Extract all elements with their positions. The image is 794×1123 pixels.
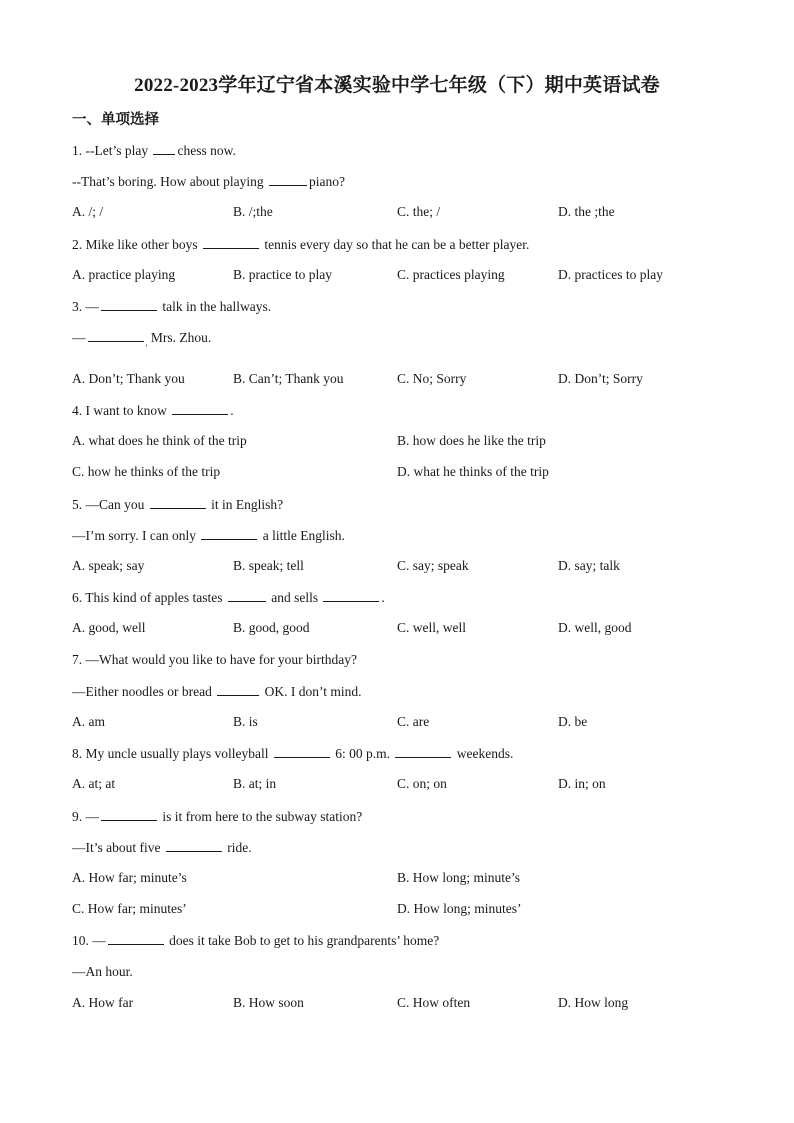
- question-text: talk in the hallways.: [159, 299, 272, 314]
- question-text: piano?: [308, 174, 345, 189]
- question-text: 4. I want to know: [72, 403, 171, 418]
- question-text: —It’s about five: [72, 840, 164, 855]
- question-7-line-2: [72, 683, 361, 700]
- option-c: C. are: [397, 714, 430, 729]
- question-9-line-2: [72, 839, 252, 856]
- option-a: A. How far; minute’s: [72, 870, 187, 885]
- question-text: is it from here to the subway station?: [159, 809, 363, 824]
- option-c: C. practices playing: [397, 267, 505, 282]
- answer-blank: [395, 745, 451, 758]
- question-text: --That’s boring. How about playing: [72, 174, 267, 189]
- question-text: 8. My uncle usually plays volleyball: [72, 746, 272, 761]
- question-text: OK. I don’t mind.: [261, 684, 362, 699]
- answer-blank: [323, 589, 379, 602]
- question-text: 9. —: [72, 809, 99, 824]
- option-b: B. How long; minute’s: [397, 870, 521, 885]
- option-a: A. am: [72, 714, 105, 729]
- option-c: C. the; /: [397, 204, 441, 219]
- answer-blank: [269, 173, 307, 186]
- question-text: it in English?: [207, 497, 284, 512]
- answer-blank: [166, 839, 222, 852]
- question-5: [72, 496, 283, 513]
- section-heading: 一、单项选择: [72, 112, 159, 128]
- question-text: 1. --Let’s play: [72, 143, 152, 158]
- option-b: B. good, good: [233, 620, 310, 635]
- question-8: [72, 745, 513, 762]
- option-a: A. Don’t; Thank you: [72, 371, 185, 386]
- answer-blank: [172, 402, 228, 415]
- question-3: [72, 298, 271, 315]
- option-d: D. be: [558, 714, 588, 729]
- option-d: D. in; on: [558, 776, 606, 791]
- question-9: [72, 808, 362, 825]
- question-10: [72, 932, 439, 949]
- question-text: does it take Bob to get to his grandparents’ home?: [165, 933, 440, 948]
- option-a: A. practice playing: [72, 267, 176, 282]
- question-text: tennis every day so that he can be a better player.: [260, 237, 530, 252]
- answer-blank: [153, 142, 175, 155]
- option-c: C. well, well: [397, 620, 466, 635]
- option-b: B. at; in: [233, 776, 277, 791]
- exam-title: 2022-2023学年辽宁省本溪实验中学七年级（下）期中英语试卷: [134, 75, 660, 96]
- option-b: B. /;the: [233, 204, 273, 219]
- decorative-mark: ,: [145, 338, 148, 348]
- answer-blank: [201, 527, 257, 540]
- question-text: 10. —: [72, 933, 106, 948]
- question-1-line-2: [72, 173, 345, 190]
- option-a: A. what does he think of the trip: [72, 433, 247, 448]
- answer-blank: [108, 932, 164, 945]
- option-a: A. speak; say: [72, 558, 145, 573]
- question-text: —: [72, 330, 86, 345]
- question-3-line-2: [72, 329, 211, 348]
- question-2: [72, 236, 529, 253]
- answer-blank: [274, 745, 330, 758]
- answer-blank: [203, 236, 259, 249]
- option-a: A. How far: [72, 995, 134, 1010]
- question-text: a little English.: [259, 528, 345, 543]
- option-c: C. say; speak: [397, 558, 469, 573]
- option-b: B. Can’t; Thank you: [233, 371, 344, 386]
- option-a: A. good, well: [72, 620, 146, 635]
- question-text: Mrs. Zhou.: [147, 330, 212, 345]
- answer-blank: [88, 329, 144, 342]
- option-a: A. at; at: [72, 776, 116, 791]
- answer-blank: [228, 589, 266, 602]
- option-c: C. How often: [397, 995, 471, 1010]
- option-c: C. How far; minutes’: [72, 901, 187, 916]
- answer-blank: [101, 298, 157, 311]
- question-text: 6: 00 p.m.: [331, 746, 394, 761]
- option-b: B. is: [233, 714, 258, 729]
- option-c: C. No; Sorry: [397, 371, 467, 386]
- question-text: and sells: [267, 590, 322, 605]
- option-d: D. what he thinks of the trip: [397, 464, 549, 479]
- answer-blank: [150, 496, 206, 509]
- question-text: 2. Mike like other boys: [72, 237, 201, 252]
- question-text: —Either noodles or bread: [72, 684, 216, 699]
- question-text: .: [230, 403, 234, 418]
- question-1: [72, 142, 236, 159]
- question-text: 3. —: [72, 299, 99, 314]
- question-text: weekends.: [453, 746, 514, 761]
- option-d: D. How long: [558, 995, 629, 1010]
- option-b: B. how does he like the trip: [397, 433, 546, 448]
- question-text: ride.: [223, 840, 252, 855]
- option-d: D. practices to play: [558, 267, 663, 282]
- question-6: [72, 589, 385, 606]
- question-7: 7. —What would you like to have for your birthday?: [72, 652, 357, 667]
- option-b: B. How soon: [233, 995, 304, 1010]
- question-4: [72, 402, 234, 419]
- question-5-line-2: [72, 527, 345, 544]
- question-text: chess now.: [177, 143, 236, 158]
- option-a: A. /; /: [72, 204, 104, 219]
- answer-blank: [101, 808, 157, 821]
- option-d: D. well, good: [558, 620, 632, 635]
- option-b: B. practice to play: [233, 267, 332, 282]
- question-text: 5. —Can you: [72, 497, 148, 512]
- option-d: D. How long; minutes’: [397, 901, 522, 916]
- question-10-line-2: —An hour.: [72, 964, 133, 979]
- question-text: —I’m sorry. I can only: [72, 528, 200, 543]
- answer-blank: [217, 683, 259, 696]
- option-c: C. on; on: [397, 776, 447, 791]
- option-d: D. say; talk: [558, 558, 620, 573]
- question-text: 6. This kind of apples tastes: [72, 590, 226, 605]
- option-d: D. the ;the: [558, 204, 615, 219]
- question-text: .: [381, 590, 385, 605]
- option-b: B. speak; tell: [233, 558, 304, 573]
- option-c: C. how he thinks of the trip: [72, 464, 221, 479]
- option-d: D. Don’t; Sorry: [558, 371, 643, 386]
